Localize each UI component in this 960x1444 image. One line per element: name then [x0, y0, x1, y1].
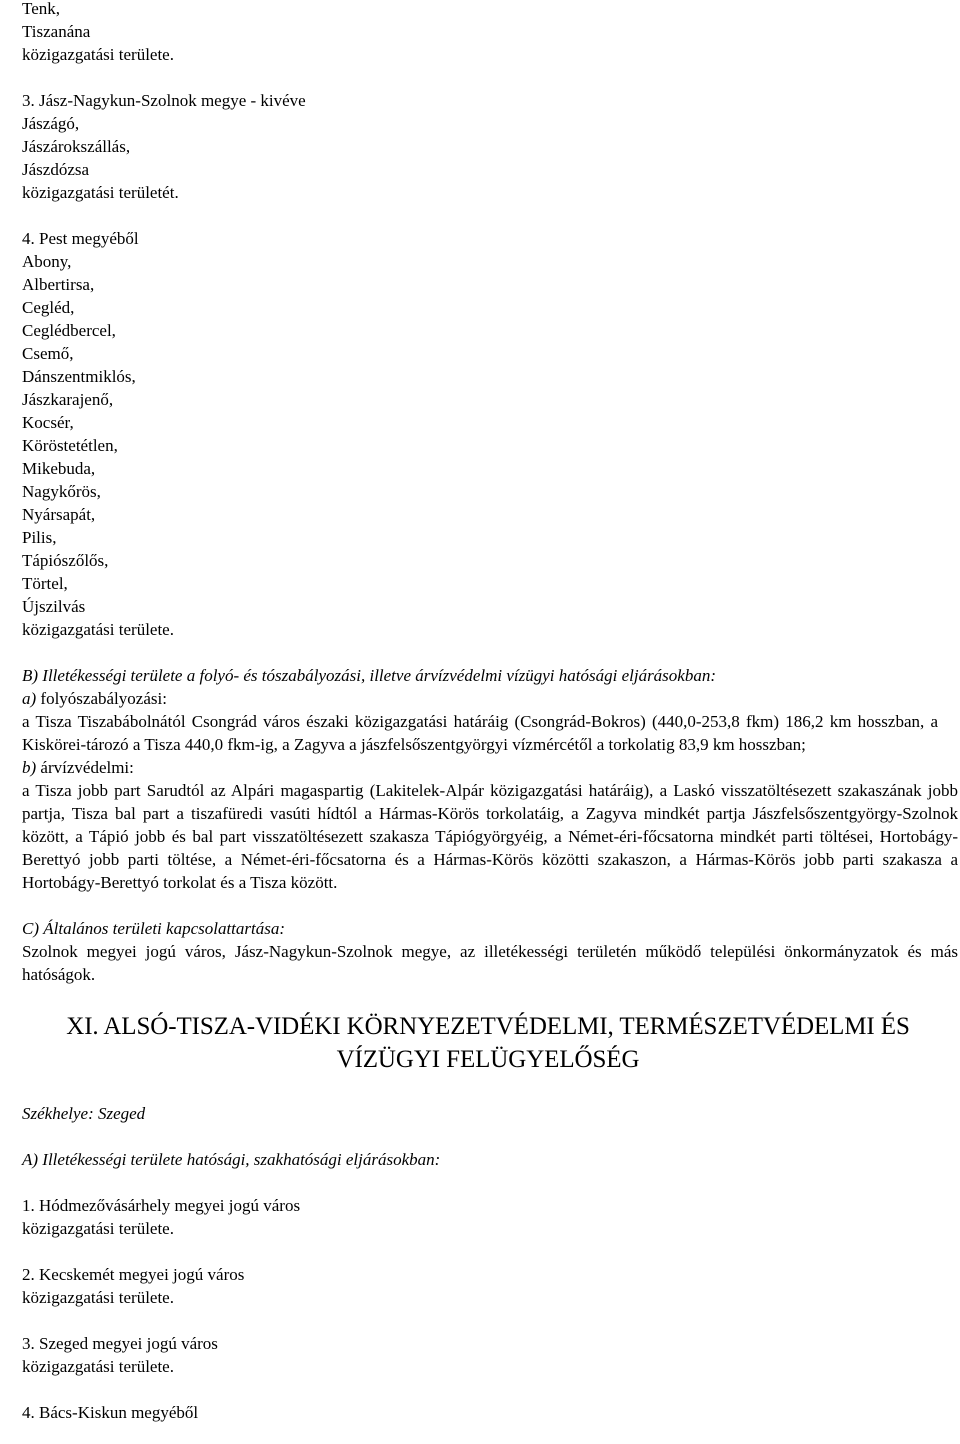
section-b-b-text: a Tisza jobb part Sarudtól az Alpári magaspartig (Lakitelek-Alpár közigazgatási határáig), a Laskó visszatöltésezett szakaszának jobb partja, Tisza bal part a tiszafüredi vasúti hídtól a Hármas-Körös torkolatáig, a Zagyva mindkét partja Jászfelsőszentgyörgy-Szolnok között, a Tápió jobb és bal part visszatöltésezett szakasza Tápiógyörgyéig, a Német-éri-főcsatorna mindkét parti töltései, Hortobágy-Berettyó jobb parti töltése, a Német-éri-főcsatorna és a Hármas-Körös közötti szakaszon, a Hármas-Körös jobb parti szakasza a Hortobágy-Berettyó torkolat és a Tisza között.: [22, 781, 958, 892]
list-line: 4. Pest megyéből: [22, 229, 139, 248]
list-line: Csemő,: [22, 344, 74, 363]
list-item-2: [22, 1263, 958, 1309]
list-line: Ceglédbercel,: [22, 321, 116, 340]
section-b-title: B) Illetékességi területe a folyó- és tószabályozási, illetve árvízvédelmi vízügyi hatósági eljárásokban:: [22, 666, 717, 685]
list-line: Törtel,: [22, 574, 68, 593]
list-line: Jászkarajenő,: [22, 390, 114, 409]
list-line: Albertirsa,: [22, 275, 95, 294]
list-line: 4. Bács-Kiskun megyéből: [22, 1403, 199, 1422]
list-item-3: [22, 1332, 958, 1378]
list-line: közigazgatási területe.: [22, 45, 174, 64]
subsection-title: árvízvédelmi:: [36, 758, 134, 777]
subsection-label: b): [22, 758, 37, 777]
list-line: Kocsér,: [22, 413, 74, 432]
list-line: Jászágó,: [22, 114, 80, 133]
list-line: Köröstetétlen,: [22, 436, 118, 455]
list-item-1: [22, 1194, 958, 1240]
list-line: Mikebuda,: [22, 459, 96, 478]
list-line: Jászárokszállás,: [22, 137, 131, 156]
subsection-title: folyószabályozási:: [36, 689, 167, 708]
document-page: [22, 0, 958, 1424]
list-line: Nagykőrös,: [22, 482, 101, 501]
section-b-b-heading: [22, 756, 958, 779]
list-line: közigazgatási területe.: [22, 1219, 174, 1238]
list-line: 1. Hódmezővásárhely megyei jogú város: [22, 1196, 301, 1215]
subsection-label: a): [22, 689, 37, 708]
seat-line: Székhelye: Szeged: [22, 1104, 146, 1123]
list-line: Tenk,: [22, 0, 60, 18]
list-line: Dánszentmiklós,: [22, 367, 136, 386]
list-line: közigazgatási területét.: [22, 183, 179, 202]
intro-list: [22, 0, 958, 66]
list-line: 2. Kecskemét megyei jogú város: [22, 1265, 245, 1284]
list-line: közigazgatási területe.: [22, 620, 174, 639]
list-line: Abony,: [22, 252, 72, 271]
list-line: Jászdózsa: [22, 160, 90, 179]
list-line: Nyársapát,: [22, 505, 96, 524]
list-line: Tápiószőlős,: [22, 551, 109, 570]
list-line: Pilis,: [22, 528, 57, 547]
item-3-list: [22, 89, 958, 204]
section-c-title: C) Általános területi kapcsolattartása:: [22, 919, 286, 938]
chapter-heading: [20, 1010, 956, 1076]
list-line: közigazgatási területe.: [22, 1288, 174, 1307]
list-line: Cegléd,: [22, 298, 75, 317]
chapter-heading-line: VÍZÜGYI FELÜGYELŐSÉG: [336, 1046, 640, 1073]
list-line: 3. Jász-Nagykun-Szolnok megye - kivéve: [22, 91, 306, 110]
section-a-title: A) Illetékességi területe hatósági, szakhatósági eljárásokban:: [22, 1150, 441, 1169]
section-c-text: Szolnok megyei jogú város, Jász-Nagykun-Szolnok megye, az illetékességi területén működő települési önkormányzatok és más hatóságok.: [22, 942, 958, 984]
item-4-list: [22, 227, 958, 641]
section-b: [22, 664, 958, 894]
list-line: 3. Szeged megyei jogú város: [22, 1334, 218, 1353]
section-b-a-text: a Tisza Tiszabábolnától Csongrád város északi közigazgatási határáig (Csongrád-Bokros) (440,0-253,8 fkm) 186,2 km hosszban, a Kiskörei-tározó a Tisza 440,0 fkm-ig, a Zagyva a jászfelsőszentgyörgyi vízmércétől a torkolatig 83,9 km hosszban;: [22, 712, 938, 754]
list-line: közigazgatási területe.: [22, 1357, 174, 1376]
list-line: Újszilvás: [22, 597, 86, 616]
chapter-heading-line: XI. ALSÓ-TISZA-VIDÉKI KÖRNYEZETVÉDELMI, TERMÉSZETVÉDELMI ÉS: [66, 1013, 910, 1040]
section-c: [22, 917, 958, 986]
section-b-a-heading: [22, 687, 958, 710]
list-line: Tiszanána: [22, 22, 91, 41]
